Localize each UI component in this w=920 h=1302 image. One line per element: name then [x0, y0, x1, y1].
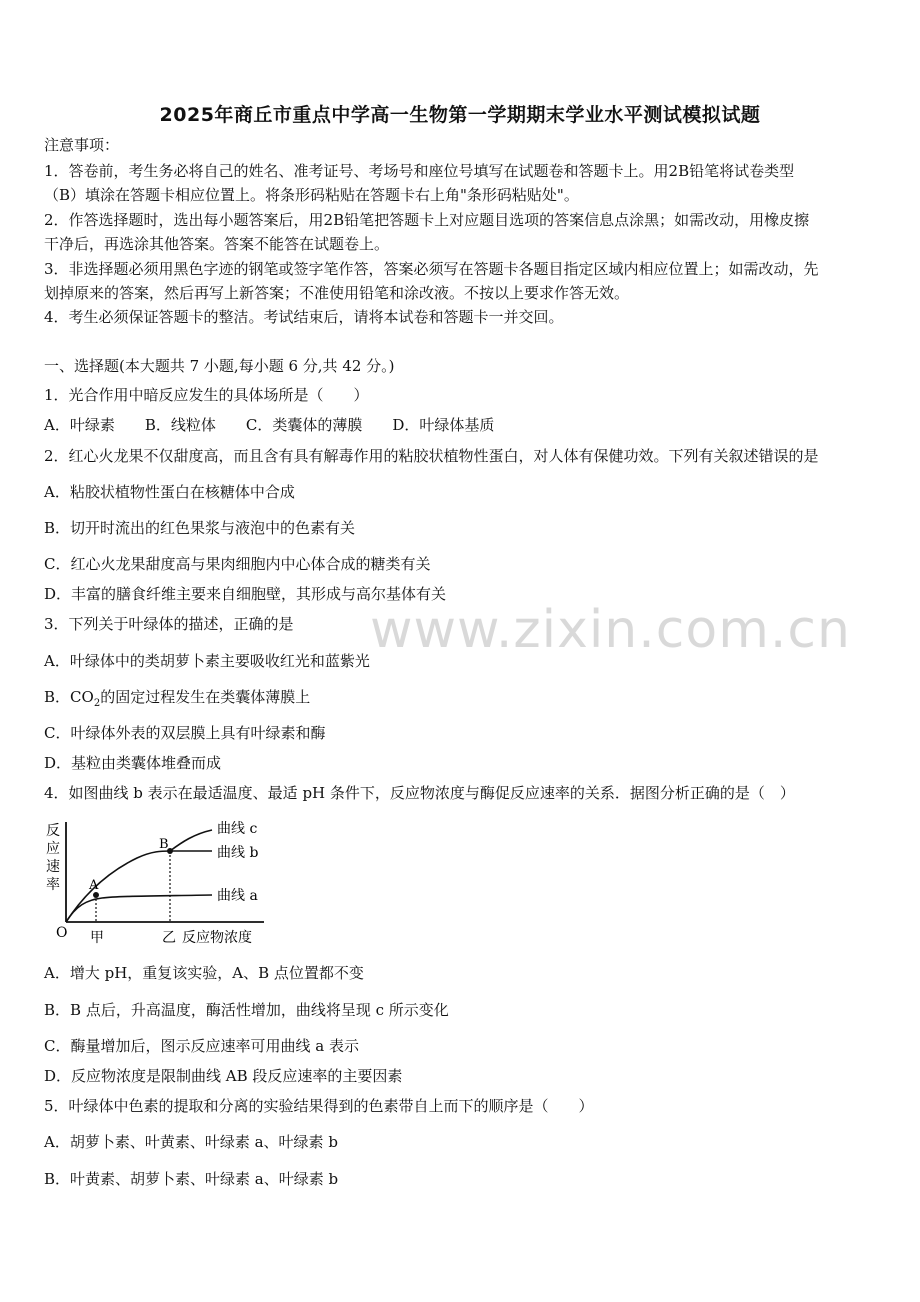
question-3-stem: 3．下列关于叶绿体的描述，正确的是	[44, 615, 294, 633]
origin-label: O	[56, 925, 68, 941]
enzyme-rate-graph	[42, 818, 278, 952]
point-b-label: B	[159, 837, 169, 852]
page-title: 2025年商丘市重点中学高一生物第一学期期末学业水平测试模拟试题	[159, 104, 761, 126]
notes-line: 划掉原来的答案，然后再写上新答案；不准使用铅笔和涂改液。不按以上要求作答无效。	[44, 284, 630, 302]
section-heading: 一、选择题(本大题共 7 小题,每小题 6 分,共 42 分。)	[44, 357, 395, 375]
y-axis-label-char: 反	[46, 823, 60, 839]
x-axis-label: 反应物浓度	[182, 930, 252, 946]
notes-line: （B）填涂在答题卡相应位置上。将条形码粘贴在答题卡右上角"条形码粘贴处"。	[44, 186, 579, 204]
question-3-option-d: D．基粒由类囊体堆叠而成	[44, 754, 222, 772]
question-4-option-c: C．酶量增加后，图示反应速率可用曲线 a 表示	[44, 1037, 359, 1055]
question-3-option-b: B．$CO_2$的固定过程发生在类囊体薄膜上	[44, 688, 311, 709]
question-4-option-a: A．增大 pH，重复该实验，A、B 点位置都不变	[44, 964, 364, 982]
point-a-label: A	[89, 878, 99, 893]
curve-b	[66, 851, 212, 922]
curve-a	[66, 895, 212, 922]
enzyme-rate-figure	[42, 818, 278, 952]
question-2-option-d: D．丰富的膳食纤维主要来自细胞壁，其形成与高尔基体有关	[44, 585, 447, 603]
x-tick-yi: 乙	[162, 930, 176, 946]
notes-line: 4．考生必须保证答题卡的整洁。考试结束后，请将本试卷和答题卡一并交回。	[44, 308, 564, 326]
question-5-stem: 5．叶绿体中色素的提取和分离的实验结果得到的色素带自上而下的顺序是（ ）	[44, 1097, 594, 1115]
watermark: www.zixin.com.cn	[370, 600, 851, 660]
question-1-stem: 1．光合作用中暗反应发生的具体场所是（ ）	[44, 386, 369, 404]
curve-b-label: 曲线 b	[217, 845, 259, 861]
question-3-option-c: C．叶绿体外表的双层膜上具有叶绿素和酶	[44, 724, 326, 742]
question-4-option-b: B．B 点后，升高温度，酶活性增加，曲线将呈现 c 所示变化	[44, 1001, 449, 1019]
y-axis-label-char: 应	[46, 841, 60, 857]
notes-heading: 注意事项：	[44, 136, 120, 154]
y-axis-label-char: 率	[46, 877, 60, 893]
notes-line: 干净后，再选涂其他答案。答案不能答在试题卷上。	[44, 235, 390, 253]
question-2-option-a: A．粘胶状植物性蛋白在核糖体中合成	[44, 483, 295, 501]
question-4-stem: 4．如图曲线 b 表示在最适温度、最适 pH 条件下，反应物浓度与酶促反应速率的关系．据图分析正确的是（ ）	[44, 784, 795, 802]
curve-c	[170, 830, 212, 851]
question-2-option-b: B．切开时流出的红色果浆与液泡中的色素有关	[44, 519, 356, 537]
notes-line: 3．非选择题必须用黑色字迹的钢笔或签字笔作答，答案必须写在答题卡各题目指定区域内相应位置上；如需改动，先	[44, 260, 819, 278]
notes-line: 2．作答选择题时，选出每小题答案后，用2B铅笔把答题卡上对应题目选项的答案信息点涂黑；如需改动，用橡皮擦	[44, 211, 810, 229]
notes-line: 1．答卷前，考生务必将自己的姓名、准考证号、考场号和座位号填写在试题卷和答题卡上。用2B铅笔将试卷类型	[44, 162, 795, 180]
question-5-option-b: B．叶黄素、胡萝卜素、叶绿素 a、叶绿素 b	[44, 1170, 339, 1188]
question-2-option-c: C．红心火龙果甜度高与果肉细胞内中心体合成的糖类有关	[44, 555, 431, 573]
question-1-options: A．叶绿素 B．线粒体 C．类囊体的薄膜 D．叶绿体基质	[44, 416, 495, 434]
x-tick-jia: 甲	[90, 930, 104, 946]
question-2-stem: 2．红心火龙果不仅甜度高，而且含有具有解毒作用的粘胶状植物性蛋白，对人体有保健功效。下列有关叙述错误的是	[44, 447, 819, 465]
curve-c-label: 曲线 c	[217, 821, 258, 837]
curve-a-label: 曲线 a	[217, 888, 258, 904]
y-axis-label-char: 速	[46, 859, 60, 875]
question-4-option-d: D．反应物浓度是限制曲线 AB 段反应速率的主要因素	[44, 1067, 403, 1085]
question-5-option-a: A．胡萝卜素、叶黄素、叶绿素 a、叶绿素 b	[44, 1133, 338, 1151]
question-3-option-a: A．叶绿体中的类胡萝卜素主要吸收红光和蓝紫光	[44, 652, 370, 670]
